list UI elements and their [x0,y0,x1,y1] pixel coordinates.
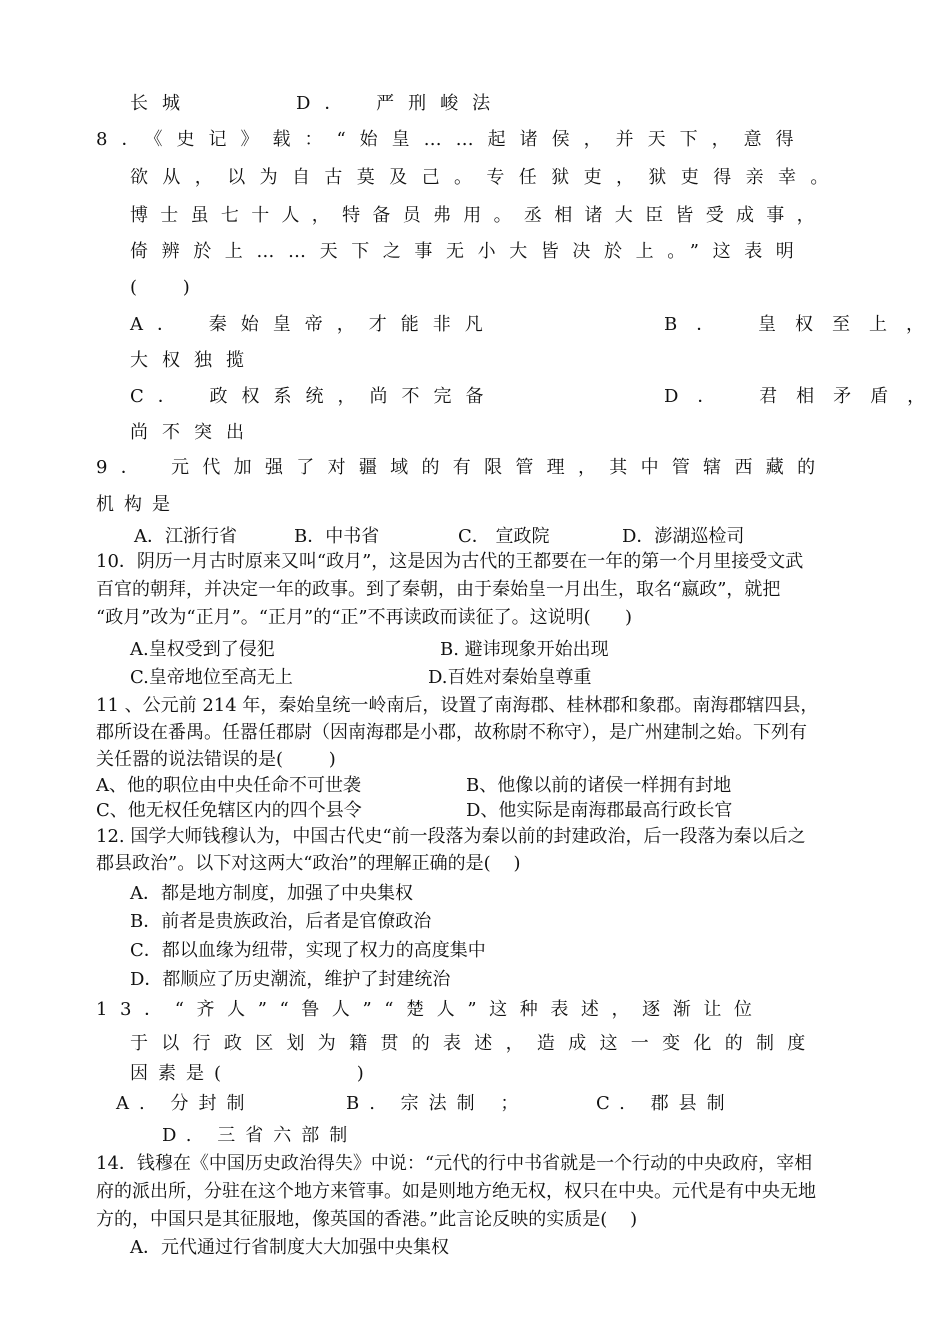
q7-option-d: D． 严刑峻法 [296,93,505,114]
q9-option-d: D．澎湖巡检司 [622,526,745,547]
q12-option-a: A．都是地方制度，加强了中央集权 [130,883,413,904]
q13-stem-line1: 13．“齐人”“鲁人”“楚人”这种表述，逐渐让位 [96,999,765,1020]
q11-stem-line1: 11 、公元前 214 年，秦始皇统一岭南后，设置了南海郡、桂林郡和象郡。南海郡辖四县， [96,695,819,716]
q12-stem-line2: 郡县政治”。以下对这两大“政治”的理解正确的是( ) [96,853,521,874]
q12-stem-line1: 12. 国学大师钱穆认为，中国古代史“前一段落为秦以前的封建政治，后一段落为秦以后之 [96,826,806,847]
q10-option-b: B. 避讳现象开始出现 [440,639,609,660]
q10-option-d: D.百姓对秦始皇尊重 [428,667,592,688]
q11-stem-line2: 郡所设在番禺。任嚣任郡尉（因南海郡是小郡，故称尉不称守），是广州建制之始。下列有 [96,722,807,743]
q8-answer-blank: ( ) [130,277,190,298]
q11-option-b: B、他像以前的诸侯一样拥有封地 [466,775,732,796]
q8-option-a: A． 秦始皇帝，才能非凡 [130,314,497,335]
q8-stem-line4: 倚辨於上……天下之事无小大皆决於上。”这表明 [130,241,808,262]
q13-option-c: C. 郡县制 [596,1093,735,1114]
q8-stem-line3: 博士虽七十人，特备员弗用。丞相诸大臣皆受成事， [130,205,827,226]
q9-stem-line2: 机构是 [96,494,180,515]
q12-option-b: B．前者是贵族政治，后者是官僚政治 [130,911,432,932]
q13-stem-line2: 于以行政区划为籍贯的表述，造成这一变化的制度 [130,1033,819,1054]
q10-stem-line3: “政月”改为“正月”。“正月”的“正”不再读政而读征了。这说明( ) [96,607,632,628]
q8-option-d-cont: 尚不突出 [130,422,258,443]
q8-stem-line1-text: 8．《史记》载：“始皇……起诸侯，并天下，意得 [96,129,808,150]
q9-option-b: B．中书省 [294,526,380,547]
q9-option-a: A．江浙行省 [134,526,237,547]
q13-option-a: A. 分封制 [116,1093,255,1114]
q13-option-b: B. 宗法制 ； [346,1093,529,1114]
q12-option-d: D．都顺应了历史潮流，维护了封建统治 [130,969,451,990]
q8-stem-line2: 欲从，以为自古莫及己。专任狱吏，狱吏得亲幸。 [130,167,843,188]
q8-stem-line1 [96,128,876,152]
q10-option-a: A.皇权受到了侵犯 [130,639,275,660]
q11-stem-line3: 关任嚣的说法错误的是( ) [96,749,336,770]
q14-option-a: A．元代通过行省制度大大加强中央集权 [130,1237,449,1258]
q13-stem-line3: 因素是( ) [130,1063,374,1084]
q10-option-c: C.皇帝地位至高无上 [130,667,293,688]
q8-option-b: B． 皇权至上， [664,314,943,335]
q13-option-d: D. 三省六部制 [162,1125,358,1146]
q9-option-c: C． 宣政院 [458,526,550,547]
q11-option-c: C、他无权任免辖区内的四个县令 [96,800,362,821]
q11-option-d: D、他实际是南海郡最高行政长官 [466,800,733,821]
q9-stem-line1: 9． 元代加强了对疆域的有限管理，其中管辖西藏的 [96,457,829,478]
q10-stem-line2: 百官的朝拜，并决定一年的政事。到了秦朝，由于秦始皇一月出生，取名“嬴政”，就把 [96,579,781,600]
q8-option-b-cont: 大权独揽 [130,350,258,371]
q7-option-c-tail: 长城 [130,93,194,114]
q14-stem-line1: 14．钱穆在《中国历史政治得失》中说：“元代的行中书省就是一个行动的中央政府，宰相 [96,1153,813,1174]
q11-option-a: A、他的职位由中央任命不可世袭 [96,775,361,796]
q10-stem-line1: 10．阴历一月古时原来又叫“政月”，这是因为古代的王都要在一年的第一个月里接受文武 [96,551,804,572]
q12-option-c: C．都以血缘为纽带，实现了权力的高度集中 [130,940,486,961]
q8-option-d: D． 君相矛盾， [664,386,945,407]
q14-stem-line3: 方的，中国只是其征服地，像英国的香港。”此言论反映的实质是( ) [96,1209,638,1230]
q8-option-c: C． 政权系统，尚不完备 [130,386,498,407]
q14-stem-line2: 府的派出所，分驻在这个地方来管事。如是则地方绝无权，权只在中央。元代是有中央无地 [96,1181,816,1202]
